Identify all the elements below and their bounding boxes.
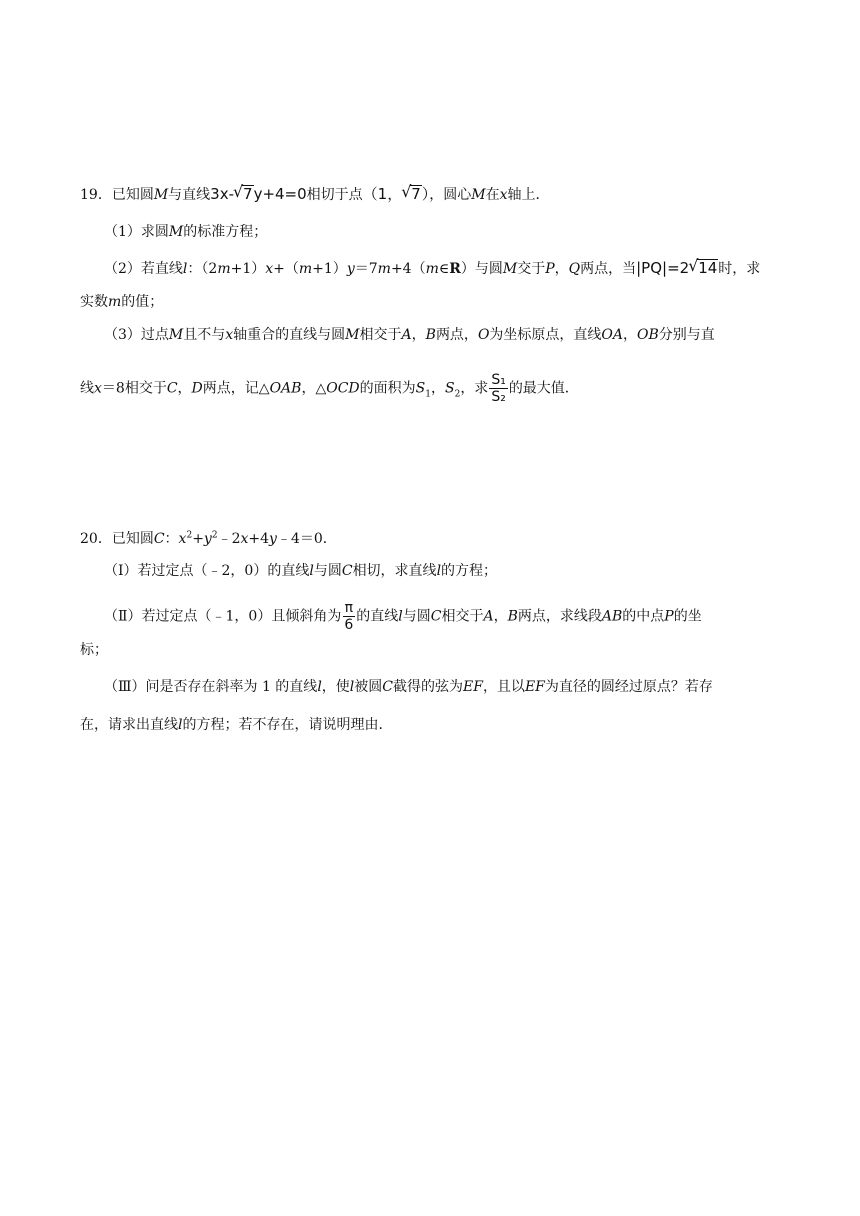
q19-part2: （2）若直线l：（2m+1）x+（m+1）y＝7m+4（m∈R）与圆M交于P，Q两点，当|PQ|=2√ 14时，求 bbox=[104, 259, 760, 278]
q19-part3: （3）过点M且不与x轴重合的直线与圆M相交于A，B两点，O为坐标原点，直线OA，OB分别与直 bbox=[104, 327, 715, 343]
angle-fraction: $\frac{\pi}{6}$ bbox=[344, 600, 354, 633]
q20-part2-cont: 标； bbox=[80, 642, 108, 658]
q19-part1: （1）求圆M的标准方程； bbox=[104, 224, 268, 240]
tangent-line-equation: 3x-√ 7y+4=0 bbox=[210, 185, 307, 203]
q20-stem: 20．已知圆C：$x^2+y^2﹣2x+4y﹣4=0$． bbox=[80, 530, 337, 547]
q20-part2: （Ⅱ）若过定点（﹣1，0）且倾斜角为 $\frac{\pi}{6}$ 的直线l与圆C相交于A，B两点，求线段AB的中点P的坐 bbox=[104, 600, 702, 633]
q19-part3-cont: 线x＝8相交于C，D两点，记△OAB，△OCD的面积为$S_1$，$S_2$，求 $\frac{\text{S₁}}{\text{S₂}}$ 的最大值． bbox=[80, 372, 579, 405]
area-ratio-fraction: $\frac{\text{S₁}}{\text{S₂}}$ bbox=[491, 372, 506, 405]
pq-length-expression: |PQ|=2√ 14 bbox=[636, 259, 718, 277]
q20-part3: （Ⅲ）问是否存在斜率为 1 的直线l，使l被圆C截得的弦为EF，且以EF为直径的圆经过原点？若存 bbox=[104, 679, 713, 695]
q19-part2-cont: 实数m的值； bbox=[80, 294, 164, 310]
tangent-point: （1，√ 7） bbox=[363, 185, 430, 203]
q20-part3-cont: 在，请求出直线l的方程；若不存在，请说明理由． bbox=[80, 717, 393, 733]
q20-part1: （Ⅰ）若过定点（﹣2，0）的直线l与圆C相切，求直线l的方程； bbox=[104, 563, 498, 579]
q19-stem: 19．已知圆M与直线3x-√ 7y+4=0相切于点（1，√ 7），圆心M在x轴上． bbox=[80, 185, 550, 204]
